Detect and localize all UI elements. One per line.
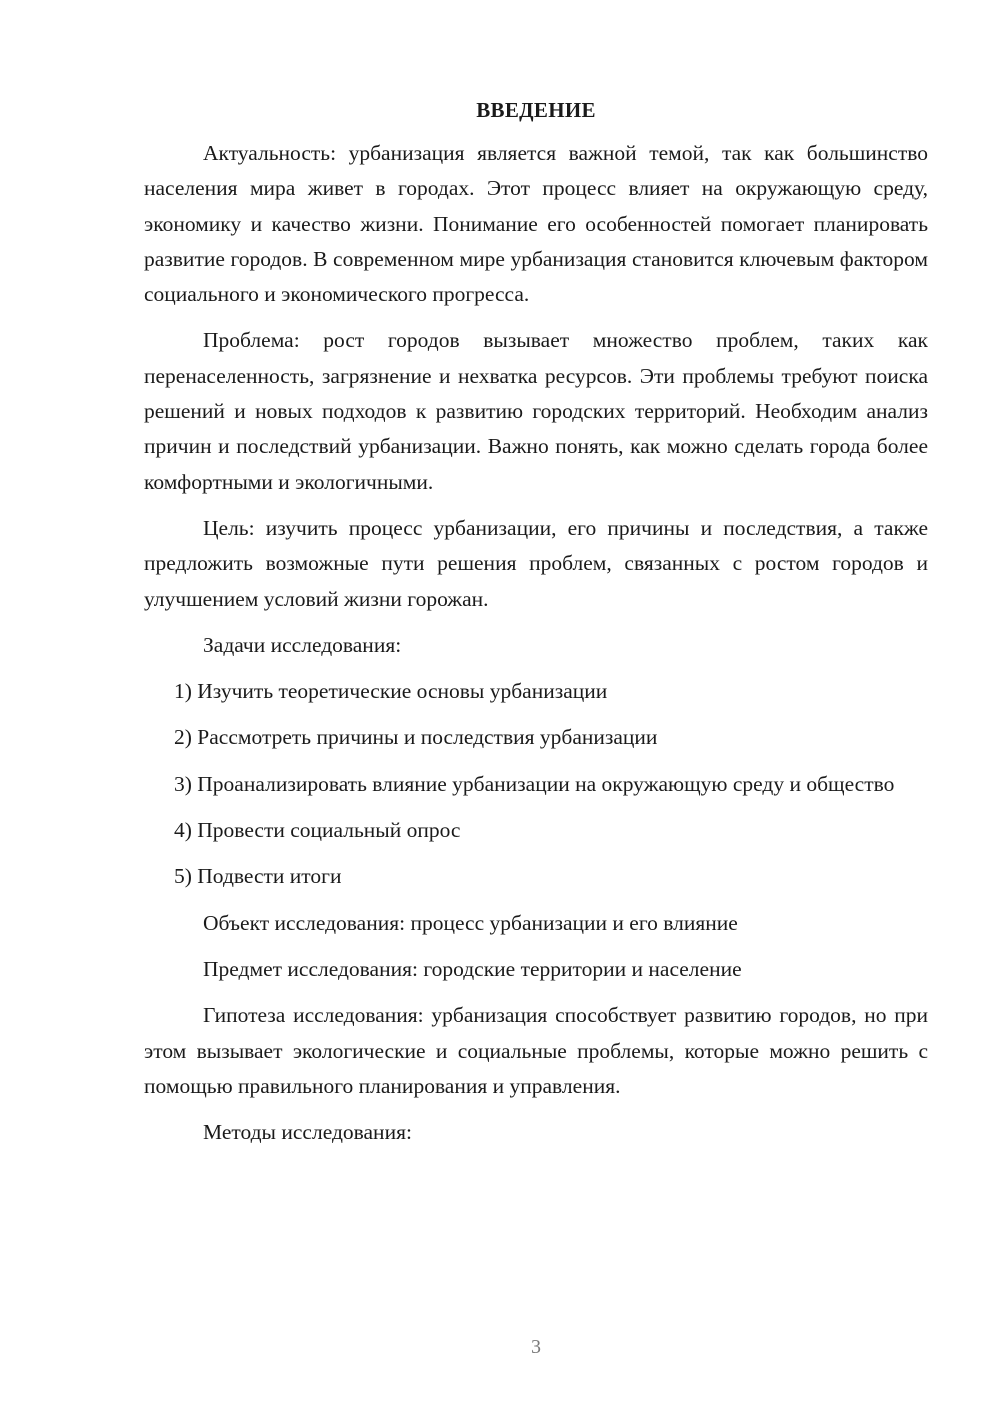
problem-paragraph: Проблема: рост городов вызывает множество проблем, таких как перенаселенность, загрязнение и нехватка ресурсов. Эти проблемы требуют поиска решений и новых подходов к развитию городских территорий. Необходим анализ причин и последствий урбанизации. Важно понять, как можно сделать города более комфортными и экологичными.	[144, 328, 928, 494]
object-line: Объект исследования: процесс урбанизации и его влияние	[203, 910, 738, 935]
task-item-3: 3) Проанализировать влияние урбанизации на окружающую среду и общество	[174, 771, 895, 796]
tasks-heading: Задачи исследования:	[203, 632, 402, 657]
document-page	[144, 96, 928, 1161]
hypothesis-paragraph: Гипотеза исследования: урбанизация способствует развитию городов, но при этом вызывает экологические и социальные проблемы, которые можно решить с помощью правильного планирования и управления.	[144, 1003, 928, 1098]
task-item-1: 1) Изучить теоретические основы урбанизации	[174, 679, 608, 704]
task-item-4: 4) Провести социальный опрос	[174, 818, 461, 843]
relevance-paragraph: Актуальность: урбанизация является важной темой, так как большинство населения мира живет в городах. Этот процесс влияет на окружающую среду, экономику и качество жизни. Понимание его особенностей помогает планировать развитие городов. В современном мире урбанизация становится ключевым фактором социального и экономического прогресса.	[144, 141, 928, 307]
goal-paragraph: Цель: изучить процесс урбанизации, его причины и последствия, а также предложить возможные пути решения проблем, связанных с ростом городов и улучшением условий жизни горожан.	[144, 515, 928, 611]
section-heading: ВВЕДЕНИЕ	[476, 98, 596, 122]
subject-line: Предмет исследования: городские территории и население	[203, 956, 742, 981]
task-item-2: 2) Рассмотреть причины и последствия урбанизации	[174, 725, 658, 750]
page-number: 3	[531, 1336, 541, 1358]
task-item-5: 5) Подвести итоги	[174, 864, 342, 889]
methods-heading: Методы исследования:	[203, 1120, 412, 1145]
